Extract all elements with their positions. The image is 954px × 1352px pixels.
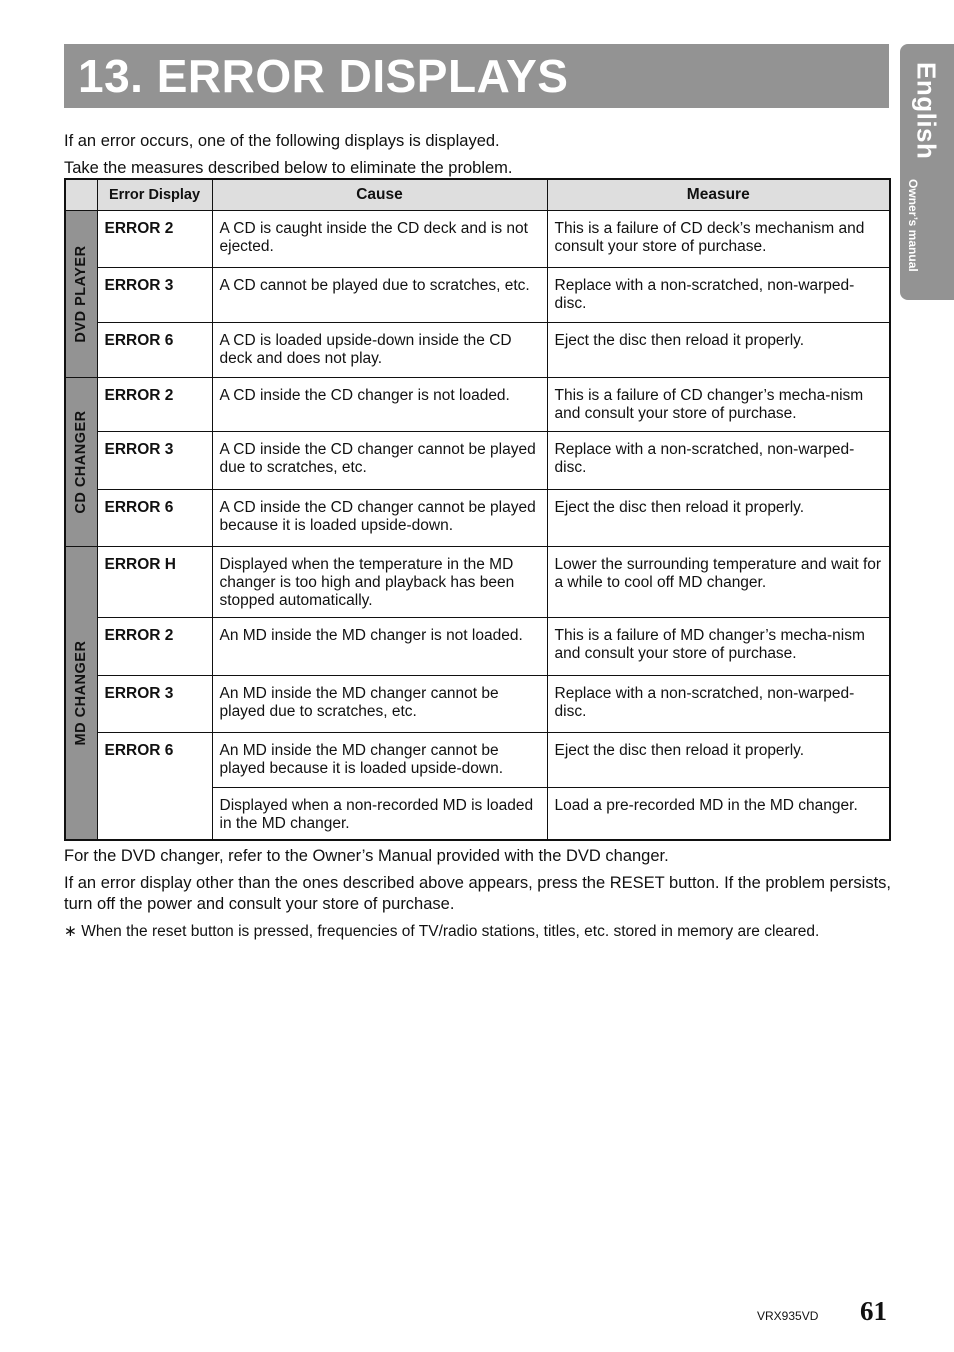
measure-cell: Eject the disc then reload it properly. [547,733,890,788]
measure-cell: Replace with a non-scratched, non-warped-disc. [547,432,890,490]
table-row [65,733,890,788]
group-label: DVD PLAYER [73,245,90,343]
table-row [65,323,890,378]
header-blank [65,179,97,211]
measure-cell: This is a failure of MD changer’s mecha-nism and consult your store of purchase. [547,618,890,676]
header-error-display: Error Display [97,179,212,211]
table-row [65,211,890,268]
error-table [64,178,891,841]
cause-cell: Displayed when a non-recorded MD is loaded in the MD changer. [212,788,547,841]
error-code: ERROR 3 [97,432,212,490]
error-code: ERROR 2 [97,618,212,676]
table-row [65,268,890,323]
error-code: ERROR 6 [97,323,212,378]
group-label: MD CHANGER [73,640,90,746]
page-title: 13. ERROR DISPLAYS [78,50,569,102]
cause-cell: An MD inside the MD changer cannot be played due to scratches, etc. [212,676,547,733]
cause-cell: A CD inside the CD changer cannot be played because it is loaded upside-down. [212,490,547,547]
table-row [65,547,890,618]
error-code: ERROR 6 [97,490,212,547]
cause-cell: A CD cannot be played due to scratches, etc. [212,268,547,323]
cause-cell: A CD is caught inside the CD deck and is not ejected. [212,211,547,268]
intro-line: Take the measures described below to eliminate the problem. [64,159,513,177]
group-label: CD CHANGER [73,410,90,514]
measure-cell: Replace with a non-scratched, non-warped-disc. [547,676,890,733]
dvd-changer-note: For the DVD changer, refer to the Owner’s Manual provided with the DVD changer. [64,847,669,865]
table-row [65,676,890,733]
table-row [65,490,890,547]
cause-cell: An MD inside the MD changer cannot be played because it is loaded upside-down. [212,733,547,788]
error-code: ERROR 2 [97,211,212,268]
measure-cell: This is a failure of CD changer’s mecha-nism and consult your store of purchase. [547,378,890,432]
after-table-text [64,846,894,948]
cause-cell: A CD inside the CD changer is not loaded. [212,378,547,432]
error-code: ERROR 3 [97,676,212,733]
measure-cell: This is a failure of CD deck’s mechanism and consult your store of purchase. [547,211,890,268]
error-code: ERROR H [97,547,212,618]
cause-cell: An MD inside the MD changer is not loaded. [212,618,547,676]
page-number: 61 [860,1296,887,1326]
measure-cell: Eject the disc then reload it properly. [547,490,890,547]
group-md-changer [65,547,97,841]
model-number: VRX935VD [757,1309,819,1323]
measure-cell: Load a pre-recorded MD in the MD changer. [547,788,890,841]
cause-cell: A CD inside the CD changer cannot be played due to scratches, etc. [212,432,547,490]
measure-cell: Eject the disc then reload it properly. [547,323,890,378]
language-tab [900,44,954,300]
error-code: ERROR 3 [97,268,212,323]
measure-cell: Lower the surrounding temperature and wait for a while to cool off MD changer. [547,547,890,618]
footnote: ∗ When the reset button is pressed, frequencies of TV/radio stations, titles, etc. stored in memory are cleared. [64,923,820,940]
cause-cell: A CD is loaded upside-down inside the CD deck and does not play. [212,323,547,378]
reset-instructions: If an error display other than the ones described above appears, press the RESET button. If the problem persists, turn off the power and consult your store of purchase. [64,874,891,913]
group-dvd-player [65,211,97,378]
error-code: ERROR 2 [97,378,212,432]
table-row [65,378,890,432]
intro-text [64,128,513,182]
title-bar [64,44,889,108]
intro-line: If an error occurs, one of the following displays is displayed. [64,132,500,150]
measure-cell: Replace with a non-scratched, non-warped-disc. [547,268,890,323]
manual-label: Owner’s manual [906,179,920,272]
cause-cell: Displayed when the temperature in the MD changer is too high and playback has been stopped automatically. [212,547,547,618]
error-code: ERROR 6 [97,733,212,841]
group-cd-changer [65,378,97,547]
header-cause: Cause [212,179,547,211]
table-row [65,618,890,676]
table-row [65,432,890,490]
header-measure: Measure [547,179,890,211]
language-label: English [911,62,942,160]
